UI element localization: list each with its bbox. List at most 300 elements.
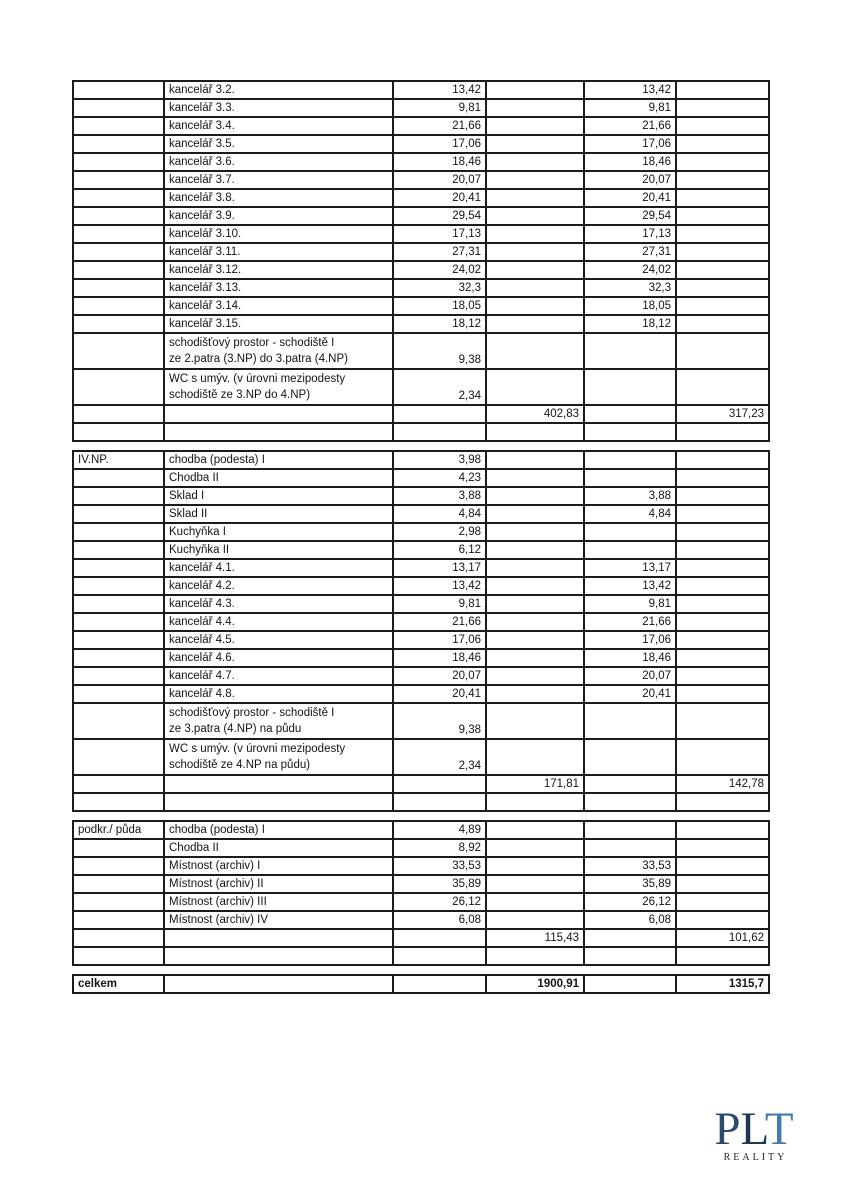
table-row: [73, 775, 769, 793]
table-row: [73, 505, 769, 523]
secondary-subtotal-cell: [676, 613, 769, 631]
secondary-subtotal-cell: [676, 685, 769, 703]
table-row: [73, 423, 769, 441]
room-line: ze 2.patra (3.NP) do 3.patra (4.NP): [169, 353, 348, 365]
floor-cell: podkr./ půda: [73, 821, 164, 839]
table-row: [73, 171, 769, 189]
floor-cell: [73, 559, 164, 577]
room-cell: Sklad I: [164, 487, 393, 505]
floor-subtotal-cell: [486, 81, 584, 99]
area-secondary-cell: 20,07: [584, 667, 676, 685]
area-cell: 32,3: [393, 279, 486, 297]
floor-cell: [73, 505, 164, 523]
floor-cell: [73, 225, 164, 243]
secondary-subtotal-cell: [676, 315, 769, 333]
room-cell: [164, 739, 393, 775]
room-cell: kancelář 4.3.: [164, 595, 393, 613]
logo-subtitle: REALITY: [723, 1152, 788, 1163]
floor-subtotal-cell: [486, 333, 584, 369]
room-cell: kancelář 3.8.: [164, 189, 393, 207]
room-line: WC s umýv. (v úrovni mezipodesty: [169, 743, 346, 755]
table-row: [73, 839, 769, 857]
area-secondary-cell: 20,07: [584, 171, 676, 189]
room-cell: Kuchyňka II: [164, 541, 393, 559]
spacer-cell: [73, 811, 769, 821]
secondary-subtotal-cell: [676, 261, 769, 279]
floor-subtotal-cell: [486, 613, 584, 631]
table-row: [73, 487, 769, 505]
secondary-subtotal-cell: [676, 225, 769, 243]
secondary-subtotal-cell: [676, 451, 769, 469]
table-row: [73, 631, 769, 649]
floor-cell: [73, 875, 164, 893]
floor-cell: celkem: [73, 975, 164, 993]
floor-cell: [73, 243, 164, 261]
room-cell: [164, 369, 393, 405]
floor-cell: [73, 171, 164, 189]
secondary-subtotal-cell: [676, 577, 769, 595]
spacer-cell: [73, 441, 769, 451]
floor-cell: [73, 893, 164, 911]
room-cell: kancelář 3.13.: [164, 279, 393, 297]
floor-subtotal-cell: [486, 649, 584, 667]
floor-subtotal-cell: [486, 739, 584, 775]
floor-subtotal-cell: [486, 99, 584, 117]
table-row: [73, 739, 769, 775]
area-cell: 13,42: [393, 81, 486, 99]
secondary-subtotal-cell: [676, 207, 769, 225]
secondary-subtotal-cell: [676, 369, 769, 405]
area-cell: 18,12: [393, 315, 486, 333]
area-secondary-cell: [584, 451, 676, 469]
secondary-subtotal-cell: [676, 333, 769, 369]
area-secondary-cell: [584, 793, 676, 811]
area-cell: 21,66: [393, 117, 486, 135]
floor-subtotal-cell: [486, 279, 584, 297]
table-row: [73, 225, 769, 243]
area-cell: 2,98: [393, 523, 486, 541]
room-cell: kancelář 4.1.: [164, 559, 393, 577]
floor-subtotal-cell: [486, 631, 584, 649]
floor-subtotal-cell: [486, 577, 584, 595]
area-cell: [393, 793, 486, 811]
table-row: [73, 947, 769, 965]
floor-subtotal-cell: [486, 153, 584, 171]
room-cell: kancelář 3.4.: [164, 117, 393, 135]
floor-cell: [73, 423, 164, 441]
table-row: [73, 793, 769, 811]
room-cell: kancelář 4.4.: [164, 613, 393, 631]
secondary-subtotal-cell: [676, 505, 769, 523]
area-secondary-cell: 32,3: [584, 279, 676, 297]
area-secondary-cell: [584, 405, 676, 423]
room-cell: kancelář 4.6.: [164, 649, 393, 667]
floor-cell: [73, 405, 164, 423]
floor-subtotal-cell: [486, 451, 584, 469]
area-cell: [393, 423, 486, 441]
floor-cell: [73, 911, 164, 929]
secondary-subtotal-cell: [676, 487, 769, 505]
floor-subtotal-cell: [486, 261, 584, 279]
area-secondary-cell: [584, 929, 676, 947]
room-cell: [164, 975, 393, 993]
area-secondary-cell: [584, 423, 676, 441]
secondary-subtotal-cell: [676, 559, 769, 577]
secondary-subtotal-cell: [676, 703, 769, 739]
table-row: [73, 577, 769, 595]
floor-cell: [73, 839, 164, 857]
area-cell: 26,12: [393, 893, 486, 911]
room-cell: kancelář 3.6.: [164, 153, 393, 171]
area-cell: 6,12: [393, 541, 486, 559]
table-row: [73, 405, 769, 423]
table-row: [73, 189, 769, 207]
table-row: [73, 685, 769, 703]
table-row: [73, 649, 769, 667]
table-row: [73, 595, 769, 613]
area-cell: 18,05: [393, 297, 486, 315]
area-cell: 13,17: [393, 559, 486, 577]
area-secondary-cell: [584, 333, 676, 369]
floor-subtotal-cell: [486, 469, 584, 487]
room-cell: Chodba II: [164, 469, 393, 487]
area-cell: 2,34: [393, 739, 486, 775]
area-secondary-cell: 13,42: [584, 81, 676, 99]
floor-cell: [73, 261, 164, 279]
floor-subtotal-cell: [486, 911, 584, 929]
area-cell: 3,98: [393, 451, 486, 469]
area-secondary-cell: 29,54: [584, 207, 676, 225]
area-cell: 21,66: [393, 613, 486, 631]
secondary-subtotal-cell: [676, 171, 769, 189]
floor-subtotal-cell: [486, 487, 584, 505]
room-cell: Místnost (archiv) IV: [164, 911, 393, 929]
room-line: WC s umýv. (v úrovni mezipodesty: [169, 373, 346, 385]
floor-subtotal-cell: [486, 505, 584, 523]
floor-cell: [73, 469, 164, 487]
floor-cell: [73, 577, 164, 595]
room-cell: Místnost (archiv) I: [164, 857, 393, 875]
floor-cell: [73, 315, 164, 333]
table-row: [73, 135, 769, 153]
area-cell: 4,84: [393, 505, 486, 523]
room-line: schodiště ze 3.NP do 4.NP): [169, 389, 311, 401]
area-cell: 20,41: [393, 189, 486, 207]
table-row: [73, 613, 769, 631]
area-secondary-cell: 4,84: [584, 505, 676, 523]
table-row: [73, 81, 769, 99]
area-secondary-cell: 17,13: [584, 225, 676, 243]
floor-cell: [73, 595, 164, 613]
floor-subtotal-cell: [486, 369, 584, 405]
floor-subtotal-cell: [486, 225, 584, 243]
floor-cell: [73, 99, 164, 117]
room-cell: Místnost (archiv) III: [164, 893, 393, 911]
floor-subtotal-cell: [486, 243, 584, 261]
secondary-subtotal-cell: [676, 189, 769, 207]
table-row: [73, 469, 769, 487]
area-secondary-cell: 9,81: [584, 595, 676, 613]
area-cell: 9,38: [393, 333, 486, 369]
room-cell: Chodba II: [164, 839, 393, 857]
floor-cell: [73, 541, 164, 559]
area-cell: 20,41: [393, 685, 486, 703]
secondary-subtotal-cell: [676, 595, 769, 613]
secondary-subtotal-cell: [676, 793, 769, 811]
secondary-subtotal-cell: 142,78: [676, 775, 769, 793]
secondary-subtotal-cell: [676, 469, 769, 487]
area-table: [72, 80, 770, 994]
floor-cell: [73, 703, 164, 739]
room-cell: [164, 775, 393, 793]
logo-letter-t: T: [764, 1103, 794, 1155]
room-cell: [164, 929, 393, 947]
secondary-subtotal-cell: [676, 117, 769, 135]
table-row: [73, 207, 769, 225]
floor-subtotal-cell: [486, 559, 584, 577]
floor-cell: [73, 333, 164, 369]
secondary-subtotal-cell: [676, 523, 769, 541]
floor-subtotal-cell: [486, 703, 584, 739]
area-secondary-cell: 18,12: [584, 315, 676, 333]
table-row: [73, 911, 769, 929]
floor-cell: [73, 929, 164, 947]
floor-subtotal-cell: [486, 857, 584, 875]
floor-cell: [73, 947, 164, 965]
room-cell: kancelář 3.3.: [164, 99, 393, 117]
floor-subtotal-cell: [486, 423, 584, 441]
table-row: [73, 667, 769, 685]
area-secondary-cell: [584, 839, 676, 857]
area-cell: 3,88: [393, 487, 486, 505]
area-cell: 20,07: [393, 171, 486, 189]
floor-cell: [73, 793, 164, 811]
area-secondary-cell: 35,89: [584, 875, 676, 893]
floor-subtotal-cell: [486, 171, 584, 189]
spacer-row: [73, 441, 769, 451]
area-secondary-cell: [584, 369, 676, 405]
table-row: [73, 243, 769, 261]
floor-subtotal-cell: [486, 117, 584, 135]
table-row: [73, 315, 769, 333]
floor-subtotal-cell: 171,81: [486, 775, 584, 793]
floor-subtotal-cell: 402,83: [486, 405, 584, 423]
secondary-subtotal-cell: [676, 631, 769, 649]
floor-cell: [73, 857, 164, 875]
room-cell: kancelář 3.10.: [164, 225, 393, 243]
room-line: schodišťový prostor - schodiště I: [169, 337, 335, 349]
room-cell: [164, 947, 393, 965]
room-cell: kancelář 3.11.: [164, 243, 393, 261]
area-cell: 6,08: [393, 911, 486, 929]
table-row: [73, 559, 769, 577]
secondary-subtotal-cell: 1315,7: [676, 975, 769, 993]
area-cell: 18,46: [393, 649, 486, 667]
secondary-subtotal-cell: [676, 297, 769, 315]
table-row: [73, 875, 769, 893]
room-cell: kancelář 4.5.: [164, 631, 393, 649]
floor-subtotal-cell: [486, 821, 584, 839]
table-row: [73, 99, 769, 117]
area-cell: 2,34: [393, 369, 486, 405]
secondary-subtotal-cell: [676, 423, 769, 441]
area-secondary-cell: [584, 821, 676, 839]
area-secondary-cell: 13,17: [584, 559, 676, 577]
secondary-subtotal-cell: [676, 279, 769, 297]
area-secondary-cell: [584, 703, 676, 739]
area-cell: 29,54: [393, 207, 486, 225]
secondary-subtotal-cell: [676, 135, 769, 153]
floor-cell: [73, 135, 164, 153]
room-cell: Sklad II: [164, 505, 393, 523]
table-row: [73, 279, 769, 297]
room-line: schodišťový prostor - schodiště I: [169, 707, 335, 719]
area-cell: [393, 975, 486, 993]
floor-cell: [73, 369, 164, 405]
floor-subtotal-cell: [486, 875, 584, 893]
room-line: ze 3.patra (4.NP) na půdu: [169, 723, 302, 735]
area-cell: 9,81: [393, 99, 486, 117]
table-row: [73, 523, 769, 541]
secondary-subtotal-cell: [676, 99, 769, 117]
area-secondary-cell: [584, 541, 676, 559]
secondary-subtotal-cell: [676, 81, 769, 99]
area-cell: 33,53: [393, 857, 486, 875]
floor-cell: [73, 613, 164, 631]
area-cell: 17,06: [393, 135, 486, 153]
floor-subtotal-cell: 1900,91: [486, 975, 584, 993]
area-cell: 9,38: [393, 703, 486, 739]
room-cell: Místnost (archiv) II: [164, 875, 393, 893]
area-cell: 17,06: [393, 631, 486, 649]
secondary-subtotal-cell: [676, 947, 769, 965]
floor-cell: [73, 739, 164, 775]
area-secondary-cell: 18,46: [584, 153, 676, 171]
area-cell: [393, 929, 486, 947]
floor-subtotal-cell: [486, 315, 584, 333]
secondary-subtotal-cell: [676, 875, 769, 893]
floor-subtotal-cell: [486, 947, 584, 965]
area-cell: 24,02: [393, 261, 486, 279]
floor-cell: [73, 207, 164, 225]
area-secondary-cell: 3,88: [584, 487, 676, 505]
secondary-subtotal-cell: [676, 153, 769, 171]
table-row: [73, 261, 769, 279]
table-row: [73, 703, 769, 739]
area-secondary-cell: 17,06: [584, 135, 676, 153]
table-row: [73, 893, 769, 911]
area-secondary-cell: 9,81: [584, 99, 676, 117]
spacer-row: [73, 965, 769, 975]
floor-cell: [73, 523, 164, 541]
table-row: [73, 821, 769, 839]
area-cell: [393, 947, 486, 965]
secondary-subtotal-cell: [676, 839, 769, 857]
area-cell: 9,81: [393, 595, 486, 613]
secondary-subtotal-cell: [676, 667, 769, 685]
logo-letter-p: P: [714, 1103, 741, 1155]
room-cell: kancelář 3.14.: [164, 297, 393, 315]
floor-cell: [73, 81, 164, 99]
room-cell: kancelář 3.9.: [164, 207, 393, 225]
secondary-subtotal-cell: [676, 243, 769, 261]
area-secondary-cell: 18,46: [584, 649, 676, 667]
area-secondary-cell: 26,12: [584, 893, 676, 911]
area-secondary-cell: [584, 975, 676, 993]
floor-cell: [73, 667, 164, 685]
room-cell: [164, 333, 393, 369]
floor-cell: [73, 117, 164, 135]
floor-cell: [73, 153, 164, 171]
area-cell: 4,89: [393, 821, 486, 839]
floor-subtotal-cell: [486, 207, 584, 225]
table-row: [73, 541, 769, 559]
table-row: [73, 153, 769, 171]
floor-subtotal-cell: [486, 893, 584, 911]
secondary-subtotal-cell: [676, 821, 769, 839]
area-cell: 4,23: [393, 469, 486, 487]
floor-cell: [73, 649, 164, 667]
floor-subtotal-cell: [486, 595, 584, 613]
floor-subtotal-cell: [486, 685, 584, 703]
room-cell: [164, 423, 393, 441]
area-secondary-cell: 33,53: [584, 857, 676, 875]
room-cell: kancelář 3.12.: [164, 261, 393, 279]
area-secondary-cell: 27,31: [584, 243, 676, 261]
floor-subtotal-cell: [486, 793, 584, 811]
floor-cell: [73, 279, 164, 297]
floor-subtotal-cell: [486, 541, 584, 559]
room-cell: chodba (podesta) I: [164, 451, 393, 469]
area-secondary-cell: [584, 739, 676, 775]
floor-subtotal-cell: [486, 523, 584, 541]
table-row: [73, 451, 769, 469]
area-secondary-cell: 24,02: [584, 261, 676, 279]
area-cell: 17,13: [393, 225, 486, 243]
area-secondary-cell: [584, 523, 676, 541]
logo-wordmark: [712, 1103, 796, 1155]
table-body: [73, 81, 769, 993]
floor-subtotal-cell: [486, 839, 584, 857]
table-row: [73, 369, 769, 405]
area-secondary-cell: 6,08: [584, 911, 676, 929]
table-row: [73, 297, 769, 315]
area-cell: 8,92: [393, 839, 486, 857]
floor-cell: [73, 487, 164, 505]
logo-letter-l: L: [740, 1103, 765, 1155]
area-secondary-cell: [584, 469, 676, 487]
floor-cell: [73, 685, 164, 703]
room-line: schodiště ze 4.NP na půdu): [169, 759, 311, 771]
spacer-row: [73, 811, 769, 821]
area-secondary-cell: 17,06: [584, 631, 676, 649]
floor-subtotal-cell: [486, 297, 584, 315]
area-secondary-cell: [584, 775, 676, 793]
floor-cell: IV.NP.: [73, 451, 164, 469]
room-cell: kancelář 3.15.: [164, 315, 393, 333]
plt-reality-logo: [712, 1103, 796, 1163]
table-row: [73, 333, 769, 369]
table-row: [73, 857, 769, 875]
area-secondary-cell: 21,66: [584, 117, 676, 135]
secondary-subtotal-cell: [676, 911, 769, 929]
area-cell: [393, 775, 486, 793]
area-cell: 20,07: [393, 667, 486, 685]
spacer-cell: [73, 965, 769, 975]
room-cell: kancelář 4.8.: [164, 685, 393, 703]
secondary-subtotal-cell: [676, 857, 769, 875]
floor-cell: [73, 631, 164, 649]
